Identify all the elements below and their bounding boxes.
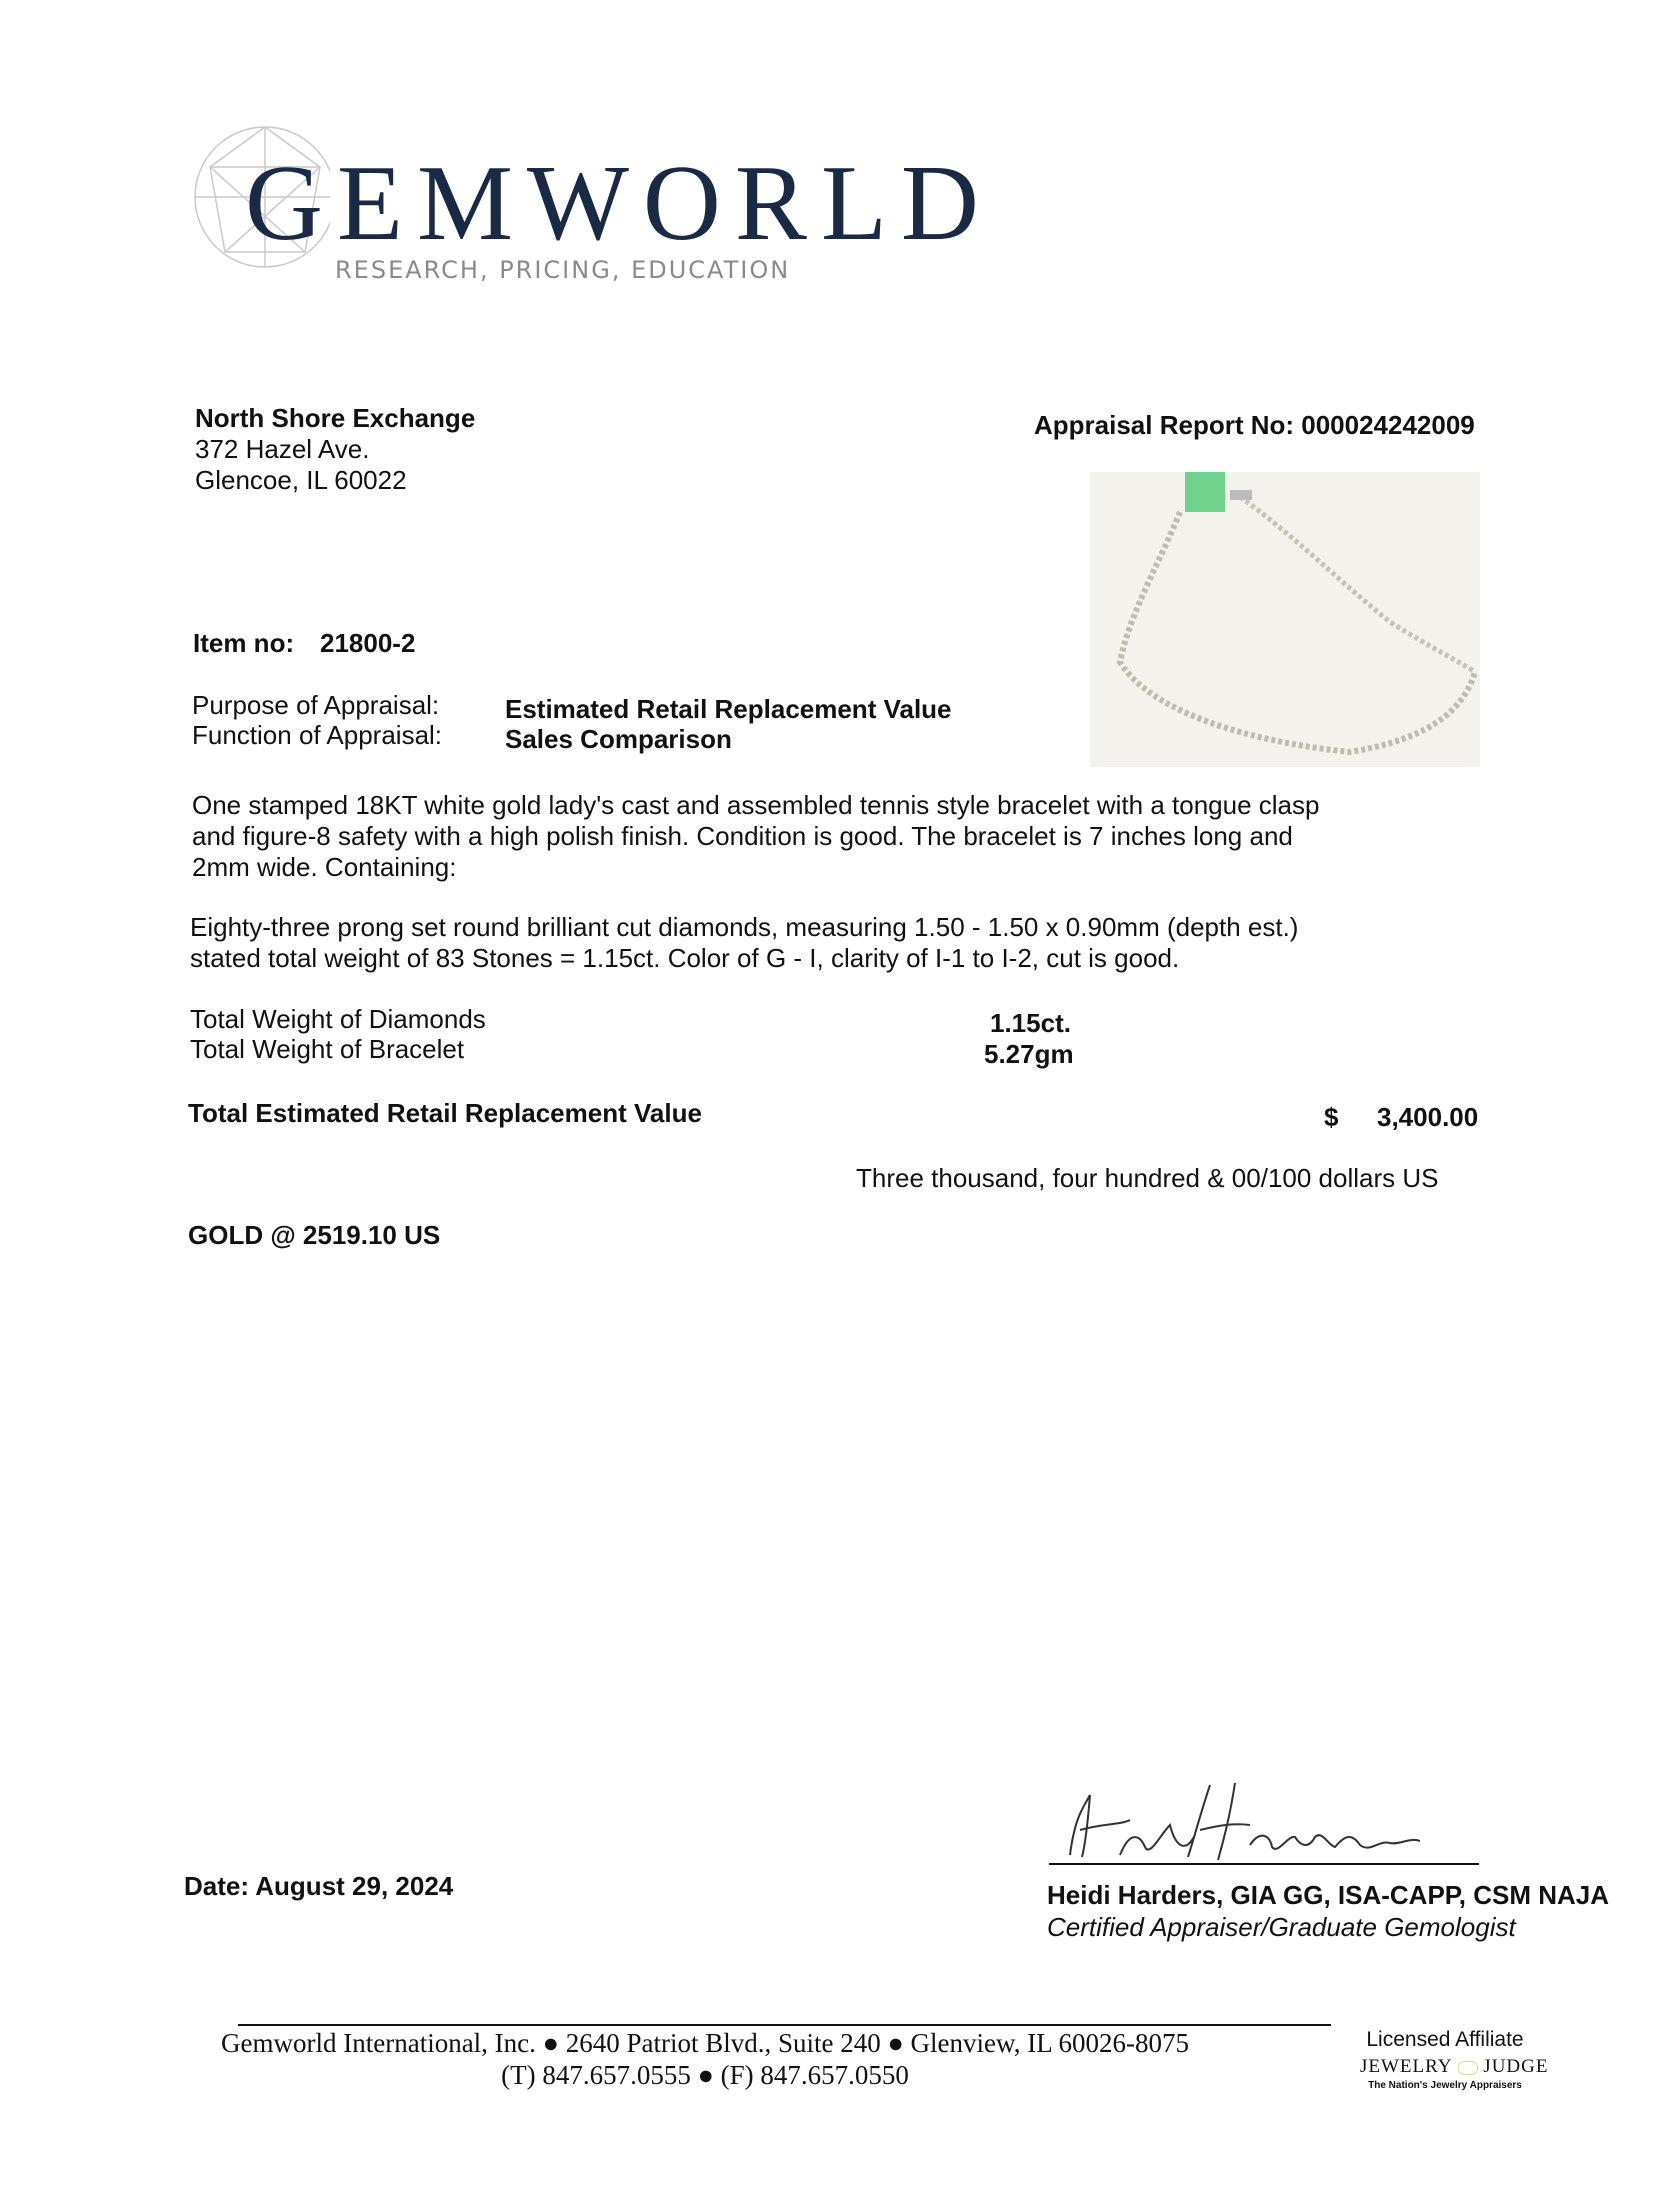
client-address-line1: 372 Hazel Ave. (195, 434, 370, 464)
purpose-value: Estimated Retail Replacement Value (505, 694, 952, 724)
appraiser-title: Certified Appraiser/Graduate Gemologist (1047, 1912, 1516, 1942)
licensed-affiliate-logo (1360, 2028, 1549, 2091)
appraiser-signature (1060, 1775, 1440, 1865)
client-address-line2: Glencoe, IL 60022 (195, 465, 407, 495)
function-value: Sales Comparison (505, 724, 732, 754)
bracelet-weight-label: Total Weight of Bracelet (190, 1034, 465, 1064)
footer-phone-fax: (T) 847.657.0555 ● (F) 847.657.0550 (501, 2060, 909, 2090)
bracelet-photo (1090, 472, 1480, 767)
affiliate-tagline: The Nation's Jewelry Appraisers (1368, 2080, 1522, 2091)
function-label: Function of Appraisal: (192, 720, 443, 750)
logo-tagline: RESEARCH, PRICING, EDUCATION (335, 256, 791, 284)
gold-price: GOLD @ 2519.10 US (188, 1220, 441, 1250)
purpose-label: Purpose of Appraisal: (192, 690, 440, 720)
bracelet-weight-value: 5.27gm (984, 1039, 1074, 1069)
client-name: North Shore Exchange (195, 403, 476, 433)
description-line1: One stamped 18KT white gold lady's cast and assembled tennis style bracelet with a tongue clasp (192, 790, 1320, 820)
appraiser-name: Heidi Harders, GIA GG, ISA-CAPP, CSM NAJA (1047, 1880, 1610, 1910)
item-number-value: 21800-2 (320, 628, 416, 658)
diamonds-weight-label: Total Weight of Diamonds (190, 1004, 486, 1034)
affiliate-gem-icon (1458, 2061, 1478, 2075)
affiliate-label: Licensed Affiliate (1366, 2028, 1524, 2051)
diamonds-weight-value: 1.15ct. (990, 1008, 1071, 1038)
total-value-label: Total Estimated Retail Replacement Value (188, 1098, 702, 1128)
total-value-currency: $ (1324, 1102, 1339, 1132)
total-value-amount: 3,400.00 (1377, 1102, 1479, 1132)
stones-line2: stated total weight of 83 Stones = 1.15ct. Color of G - I, clarity of I-1 to I-2, cut is good. (190, 943, 1180, 973)
footer-divider (238, 2024, 1331, 2026)
appraisal-date: Date: August 29, 2024 (184, 1871, 454, 1901)
logo-wordmark: GEMWORLD (245, 144, 993, 263)
total-value-words: Three thousand, four hundred & 00/100 dollars US (856, 1163, 1439, 1193)
stones-line1: Eighty-three prong set round brilliant cut diamonds, measuring 1.50 - 1.50 x 0.90mm (depth est.) (190, 912, 1299, 942)
item-number-label: Item no: (193, 628, 295, 658)
affiliate-brand-right: JUDGE (1483, 2056, 1549, 2077)
appraisal-report-number: Appraisal Report No: 000024242009 (1034, 410, 1475, 440)
affiliate-brand-left: JEWELRY (1360, 2056, 1452, 2077)
signature-line (1049, 1863, 1479, 1865)
description-line3: 2mm wide. Containing: (192, 852, 457, 882)
footer-address: Gemworld International, Inc. ● 2640 Patriot Blvd., Suite 240 ● Glenview, IL 60026-8075 (221, 2028, 1189, 2058)
description-line2: and figure-8 safety with a high polish finish. Condition is good. The bracelet is 7 inches long and (192, 821, 1293, 851)
